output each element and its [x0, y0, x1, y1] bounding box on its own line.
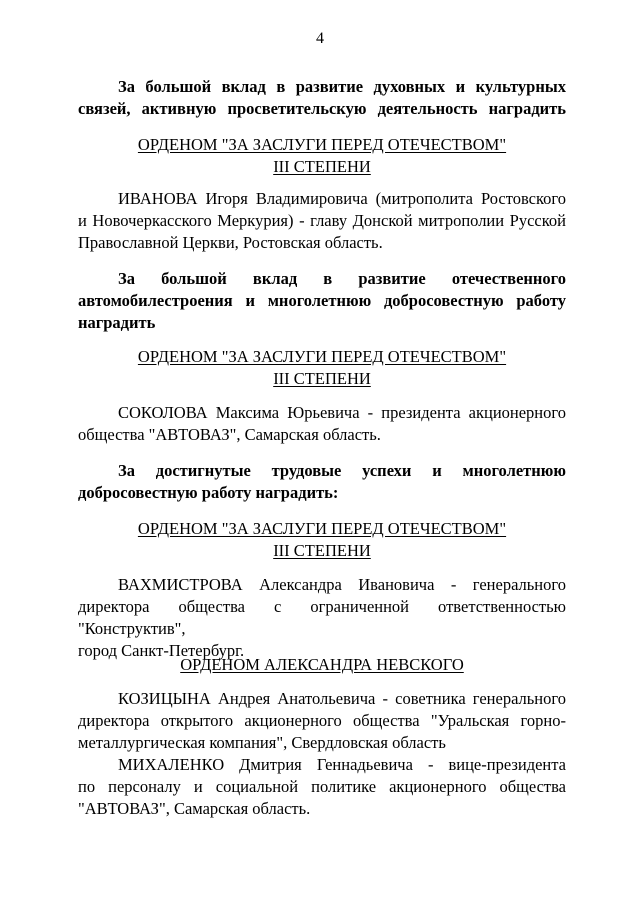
preamble-line: наградить [78, 313, 156, 332]
section2-recipient [78, 402, 566, 446]
recipient-line: КОЗИЦЫНА Андрея Анатольевича - советника генерального [118, 689, 566, 708]
section3-recipient [78, 574, 566, 662]
recipient-line: металлургическая компания", Свердловская область [78, 733, 446, 752]
section4-recipient-1 [78, 688, 566, 754]
section3-preamble [78, 460, 566, 504]
preamble-line: За большой вклад в развитие отечественного [118, 269, 566, 288]
recipient-line: МИХАЛЕНКО Дмитрия Геннадьевича - вице-президента [118, 755, 566, 774]
order-degree-line: III СТЕПЕНИ [273, 369, 371, 388]
section4-order-title [78, 654, 566, 676]
section1-preamble [78, 76, 566, 120]
recipient-line: город Санкт-Петербург. [78, 641, 245, 660]
recipient-line: ИВАНОВА Игоря Владимировича (митрополита Ростовского [118, 189, 566, 208]
order-degree-line: III СТЕПЕНИ [273, 541, 371, 560]
recipient-line: СОКОЛОВА Максима Юрьевича - президента акционерного [118, 403, 566, 422]
recipient-line: по персоналу и социальной политике акционерного общества [78, 777, 566, 796]
preamble-line: За большой вклад в развитие духовных и культурных [118, 77, 566, 96]
page-number: 4 [316, 30, 324, 47]
preamble-line: автомобилестроения и многолетнюю добросовестную работу [78, 291, 566, 310]
section2-preamble [78, 268, 566, 334]
preamble-line: связей, активную просветительскую деятельность наградить [78, 99, 566, 118]
section1-recipient [78, 188, 566, 254]
recipient-line: и Новочеркасского Меркурия) - главу Донской митрополии Русской [78, 211, 566, 230]
order-title-line: ОРДЕНОМ "ЗА ЗАСЛУГИ ПЕРЕД ОТЕЧЕСТВОМ" [137, 347, 507, 366]
recipient-line: общества "АВТОВАЗ", Самарская область. [78, 425, 381, 444]
preamble-line: добросовестную работу наградить: [78, 483, 339, 502]
recipient-line: ВАХМИСТРОВА Александра Ивановича - генерального [118, 575, 566, 594]
order-degree-line: III СТЕПЕНИ [273, 157, 371, 176]
order-title-line: ОРДЕНОМ "ЗА ЗАСЛУГИ ПЕРЕД ОТЕЧЕСТВОМ" [137, 135, 507, 154]
order-title-line: ОРДЕНОМ "ЗА ЗАСЛУГИ ПЕРЕД ОТЕЧЕСТВОМ" [137, 519, 507, 538]
section3-order-title [78, 518, 566, 562]
recipient-line: директора открытого акционерного общества "Уральская горно- [78, 711, 566, 730]
section1-order-title [78, 134, 566, 178]
preamble-line: За достигнутые трудовые успехи и многолетнюю [118, 461, 566, 480]
recipient-line: директора общества с ограниченной ответственностью "Конструктив", [78, 597, 566, 638]
section2-order-title [78, 346, 566, 390]
section4-recipient-2 [78, 754, 566, 820]
order-title-line: ОРДЕНОМ АЛЕКСАНДРА НЕВСКОГО [180, 655, 464, 674]
recipient-line: "АВТОВАЗ", Самарская область. [78, 799, 311, 818]
recipient-line: Православной Церкви, Ростовская область. [78, 233, 383, 252]
